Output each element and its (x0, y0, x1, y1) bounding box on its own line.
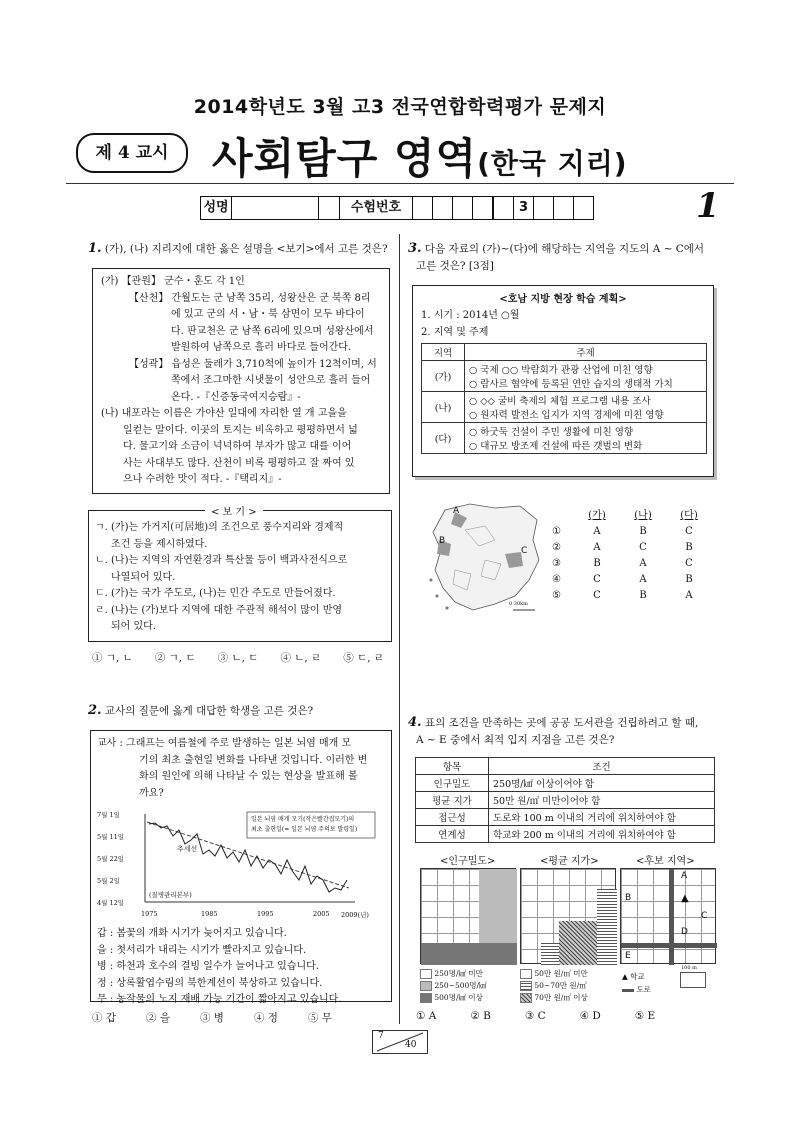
q4-item: 인구밀도 (416, 775, 489, 792)
subject-title (212, 126, 628, 186)
exam-number-cell[interactable] (494, 197, 514, 219)
q3-answer-cell: B (639, 590, 647, 601)
name-field[interactable] (232, 197, 319, 219)
subject-main: 사회탐구 영역 (212, 134, 478, 183)
q2-x-label: 2005 (313, 910, 330, 918)
q3-answer-cell: C (639, 542, 647, 553)
q4-number: 4. (408, 715, 422, 730)
q3-text: 다음 자료의 (가)~(다)에 해당하는 지역을 지도의 A ~ C에서 (424, 243, 705, 255)
q4-candidate-map (620, 868, 716, 964)
q2-x-axis (97, 910, 385, 920)
q1-choice[interactable]: ⑤ ㄷ, ㄹ (343, 652, 385, 664)
q3-map-label-a: A (453, 506, 460, 516)
legend-label: 70만 원/㎡ 이상 (534, 993, 588, 1002)
candidate-d[interactable]: D (681, 927, 688, 937)
q3-plan-title: <호남 지방 현장 학습 계획> (499, 294, 627, 305)
q2-choice[interactable]: ⑤ 무 (307, 1012, 332, 1024)
legend-swatch (520, 993, 532, 1003)
q4-question (408, 714, 728, 749)
q1-text: (가), (나) 지리지에 대한 옳은 설명을 <보기>에서 고른 것은? (104, 243, 388, 255)
q1-bogi-item: ㄴ. (나)는 지역의 자연환경과 특산물 등이 백과사전식으로 (95, 555, 348, 566)
q1-choice[interactable]: ③ ㄴ, ㄷ (217, 652, 259, 664)
q2-teacher-line: 교사 : 그래프는 여름철에 주로 발생하는 일본 뇌염 매개 모 (97, 738, 352, 749)
q3-map-label-b: B (439, 536, 446, 546)
road-swatch (622, 989, 634, 992)
q3-answer-header: (가) (588, 510, 606, 521)
q1-source-line: 다. 판교천은 군 남쪽 6리에 있으며 성왕산에서 (171, 325, 374, 337)
q2-y-label: 5월 11일 (97, 833, 125, 841)
q3-topic: ○ 람사르 협약에 등록된 연안 습지의 생태적 가치 (469, 379, 673, 390)
q2-answer: 병 : 하천과 호수의 결빙 일수가 늘어나고 있습니다. (97, 961, 319, 972)
q4-map-title: <평균 지가> (540, 856, 599, 867)
q3-map-scale: 0 30km (509, 601, 528, 607)
q2-answer: 갑 : 봄꽃의 개화 시기가 늦어지고 있습니다. (97, 928, 287, 939)
q3-region: (나) (422, 392, 465, 423)
q3-region: (다) (422, 423, 465, 454)
price-high-zone (559, 921, 597, 965)
id-gap (319, 197, 340, 219)
q3-answer-cell: C (685, 526, 693, 537)
q2-x-label: 1985 (201, 910, 218, 918)
q4-item: 연계성 (416, 826, 489, 843)
legend-swatch (420, 981, 432, 991)
session-badge: 제 4 교시 (76, 133, 188, 173)
q1-bogi-title: < 보 기 > (205, 503, 263, 518)
legend-label: 250명/㎢ 미만 (434, 969, 483, 978)
school-icon: ▲ (681, 893, 689, 904)
q1-source-line: 다. 물고기와 소금이 넉넉하여 부자가 많고 대를 이어 (123, 441, 352, 452)
q1-number: 1. (88, 241, 102, 256)
q1-source-line: 으나 수려한 맛이 적다. -『택리지』- (123, 474, 282, 485)
candidate-a[interactable]: A (681, 871, 688, 881)
q2-teacher-line: 기의 최초 출현일 변화를 나타낸 것입니다. 이러한 변 (139, 754, 368, 766)
legend-label: 50~70만 원/㎡ (534, 981, 587, 990)
q2-box (90, 730, 392, 1005)
q3-map-svg (425, 500, 547, 616)
candidate-c[interactable]: C (701, 911, 708, 921)
q4-choice[interactable]: ① A (416, 1010, 437, 1022)
page-number: 1 (696, 186, 720, 226)
q4-map-legend (622, 970, 651, 996)
q3-answer-cell: B (685, 574, 693, 585)
density-mid-zone (479, 869, 517, 943)
q3-answer-num: ② (552, 542, 561, 553)
q4-density-legend (420, 968, 487, 1004)
q3-answer-cell: A (593, 542, 601, 553)
legend-swatch (420, 993, 432, 1003)
q2-y-label: 5월 22일 (97, 855, 125, 863)
q1-choice[interactable]: ② ㄱ, ㄷ (154, 652, 196, 664)
q1-source-line: 【성곽】 읍성은 둘레가 3,710척에 높이가 12척이며, 서 (129, 358, 377, 370)
q3-answer-cell: B (593, 558, 601, 569)
q4-condition: 50만 원/㎡ 미만이어야 함 (489, 792, 715, 809)
q2-y-label: 5월 2일 (97, 877, 120, 885)
q4-text-2: A ~ E 중에서 최적 입지 지점을 고른 것은? (416, 734, 615, 746)
q4-choice[interactable]: ⑤ E (634, 1010, 656, 1022)
exam-number-cell[interactable] (534, 197, 554, 219)
q3-answer-row[interactable] (552, 572, 712, 588)
q3-answer-cell: A (593, 526, 601, 537)
q4-choice[interactable]: ② B (470, 1010, 491, 1022)
q1-source-line: 사는 사대부도 많다. 산천이 비록 평평하고 잘 짜여 있 (123, 457, 355, 469)
q1-choice[interactable]: ① ㄱ, ㄴ (92, 652, 133, 664)
q2-choice[interactable]: ④ 정 (253, 1012, 278, 1024)
q3-topic: ○ ◇◇ 굴비 축제의 체험 프로그램 내용 조사 (469, 396, 651, 407)
exam-title: 2014학년도 3월 고3 전국연합학력평가 문제지 (193, 96, 607, 118)
road (621, 943, 717, 948)
q4-th: 항목 (416, 758, 489, 775)
q2-teacher-line: 까요? (139, 787, 164, 799)
q1-source-line: 온다. -『신증동국여지승람』- (171, 391, 301, 403)
q3-answer-num: ① (552, 526, 561, 537)
q4-map-title: <인구밀도> (440, 856, 496, 867)
q3-topic: ○ 대규모 방조제 건설에 따른 갯벌의 변화 (469, 441, 643, 452)
exam-number-cell[interactable] (413, 197, 433, 219)
q2-chart (97, 810, 387, 910)
q1-source-box (92, 268, 390, 494)
school-icon: ▲ (622, 972, 628, 981)
q3-answer-num: ⑤ (552, 590, 561, 601)
q1-bogi-item: ㄹ. (나)는 (가)보다 지역에 대한 주관적 해석이 많이 반영 (95, 604, 343, 616)
q1-bogi-item: ㄱ. (가)는 가거지(可居地)의 조건으로 풍수지리와 경제적 (95, 522, 344, 533)
q3-topic: ○ 원자력 발전소 입지가 지역 경제에 미친 영향 (469, 410, 664, 421)
legend-label: 도로 (636, 985, 651, 994)
q4-item: 평균 지가 (416, 792, 489, 809)
q2-answer: 무 : 농작물의 노지 재배 가능 기간이 짧아지고 있습니다. (97, 994, 342, 1005)
q4-density-map (420, 868, 516, 964)
q2-x-label: 1975 (141, 910, 158, 918)
q4-choices (416, 1010, 677, 1022)
legend-swatch (520, 981, 532, 991)
q1-source-line: 발원하여 남쪽으로 흘러 바다로 들어간다. (171, 342, 352, 353)
id-bar (200, 196, 594, 220)
q1-bogi-item: 나열되어 있다. (111, 571, 176, 583)
exam-number-cell[interactable] (453, 197, 473, 219)
legend-label: 50만 원/㎡ 미만 (534, 969, 588, 978)
q2-choice[interactable]: ③ 병 (199, 1012, 224, 1024)
q3-answers (552, 508, 712, 604)
exam-number-cell[interactable] (473, 197, 494, 219)
q2-text: 교사의 질문에 옳게 대답한 학생을 고른 것은? (104, 705, 314, 717)
candidate-b[interactable]: B (625, 893, 632, 903)
q3-answer-cell: C (593, 590, 601, 601)
q1-source-line: 【산천】 간월도는 군 남쪽 35리, 성왕산은 군 북쪽 8리 (129, 292, 371, 304)
road (669, 869, 674, 965)
q2-teacher-line: 화의 원인에 의해 나타날 수 있는 현상을 발표해 볼 (139, 771, 358, 782)
q3-th: 주제 (465, 344, 707, 361)
q4-map-title: <후보 지역> (636, 856, 695, 867)
q2-source-label: (질병관리본부) (149, 891, 192, 899)
q2-chart-legend: 일본 뇌염 매개 모기(작은빨간집모기)의 (251, 816, 355, 823)
q4-condition: 도로와 100 m 이내의 거리에 위치하여야 함 (489, 809, 715, 826)
q3-answer-cell: A (639, 574, 647, 585)
q2-choice[interactable]: ① 갑 (92, 1012, 116, 1024)
q1-source-line: (가) 【관원】 군수・훈도 각 1인 (101, 276, 245, 287)
q1-source-line: 에 있고 군의 서・남・북 삼면이 모두 바다이 (171, 309, 365, 320)
q3-answer-cell: A (639, 558, 647, 569)
q2-choice[interactable]: ② 을 (145, 1012, 170, 1024)
q2-y-label: 4월 12일 (97, 899, 125, 907)
q1-choice[interactable]: ④ ㄴ, ㄹ (280, 652, 322, 664)
q4-choice[interactable]: ③ C (524, 1010, 546, 1022)
q2-chart-legend: 최초 출현일(= 일본 뇌염 주의보 발령일) (251, 826, 358, 833)
exam-number-cell[interactable] (433, 197, 453, 219)
q3-answer-row[interactable] (552, 556, 712, 572)
q1-bogi-item: ㄷ. (가)는 국가 주도로, (나)는 민간 주도로 만들어졌다. (95, 588, 336, 599)
header-rule (66, 183, 734, 184)
q1-bogi-item: 조건 등을 제시하였다. (111, 538, 208, 550)
q3-answer-cell: C (593, 574, 601, 585)
price-mid-zone (541, 943, 559, 965)
q1-bogi-box (88, 510, 392, 642)
q3-map (425, 500, 547, 616)
q1-choices (92, 650, 406, 665)
q3-answer-header: (다) (680, 510, 698, 521)
column-divider (399, 234, 400, 1024)
q3-answer-cell: B (639, 526, 647, 537)
q3-th: 지역 (422, 344, 465, 361)
q2-choices (92, 1010, 354, 1025)
q3-map-label-c: C (521, 546, 528, 556)
subject-sub: (한국 지리) (477, 147, 628, 180)
q3-answer-row[interactable] (552, 588, 712, 604)
q3-region: (가) (422, 361, 465, 392)
footer-page: 7 (378, 1031, 384, 1041)
q3-answer-cell: C (685, 558, 693, 569)
q3-topic: ○ 하굿둑 건설이 주민 생활에 미친 영향 (469, 427, 634, 438)
q2-answer: 정 : 상록활엽수림의 북한계선이 북상하고 있습니다. (97, 977, 323, 989)
q1-bogi-item: 되어 있다. (111, 621, 156, 632)
q4-price-map (520, 868, 616, 964)
q3-number: 3. (408, 241, 422, 256)
q3-table (421, 343, 707, 454)
exam-number-cell[interactable] (554, 197, 574, 219)
legend-swatch (420, 969, 432, 979)
legend-label: 500명/㎢ 이상 (434, 993, 483, 1002)
q2-x-label: 1995 (257, 910, 274, 918)
q1-source-line: 일컫는 말이다. 이곳의 토지는 비옥하고 평평하면서 넓 (123, 424, 358, 436)
q3-topic: ○ 국제 ○○ 박람회가 관광 산업에 미친 영향 (469, 365, 653, 376)
q2-y-label: 7월 1일 (97, 811, 120, 819)
q3-plan-item: 2. 지역 및 주제 (421, 326, 489, 338)
page-footer (372, 1030, 428, 1054)
q4-table (415, 757, 715, 843)
density-high-zone (421, 943, 517, 965)
q3-question (408, 240, 728, 275)
q3-plan-box (412, 285, 714, 477)
footer-total: 40 (405, 1040, 417, 1050)
q1-source-line: 쪽에서 조그마한 시냇물이 성안으로 흘러 들어 (171, 375, 371, 386)
candidate-e[interactable]: E (625, 951, 631, 961)
q2-number: 2. (88, 703, 102, 718)
q4-scale-box (680, 965, 706, 988)
q3-answer-row[interactable] (552, 524, 712, 540)
name-label: 성명 (201, 197, 232, 219)
q3-answer-num: ④ (552, 574, 561, 585)
q2-answer: 을 : 첫서리가 내리는 시기가 빨라지고 있습니다. (97, 944, 307, 956)
q3-answer-num: ③ (552, 558, 561, 569)
q4-condition: 250명/㎢ 이상이어야 함 (489, 775, 715, 792)
q3-answer-header: (나) (634, 510, 652, 521)
q3-answer-row[interactable] (552, 540, 712, 556)
q3-text-2: 고른 것은? [3점] (416, 260, 494, 272)
legend-label: 학교 (630, 972, 645, 981)
q4-condition: 학교와 200 m 이내의 거리에 위치하여야 함 (489, 826, 715, 843)
q4-price-legend (520, 968, 588, 1004)
q4-text: 표의 조건을 만족하는 곳에 공공 도서관을 건립하려고 할 때, (424, 717, 699, 729)
q2-trend-label: 추세선 (177, 845, 198, 853)
q3-answer-cell: A (685, 590, 693, 601)
legend-swatch (520, 969, 532, 979)
q4-scale: 100 m (681, 965, 697, 971)
price-mid-zone (597, 889, 617, 965)
exam-number-label: 수험번호 (340, 197, 413, 219)
exam-number-cell: 3 (514, 197, 534, 219)
legend-label: 250~500명/㎢ (434, 981, 487, 990)
q4-th: 조건 (489, 758, 715, 775)
q3-answer-cell: B (685, 542, 693, 553)
exam-number-cell[interactable] (574, 197, 593, 219)
q1-question (88, 240, 393, 258)
q2-question (88, 702, 393, 720)
q4-choice[interactable]: ④ D (579, 1010, 601, 1022)
q3-plan-item: 1. 시기 : 2014년 ○월 (421, 310, 520, 321)
q1-source-line: (나) 내포라는 이름은 가야산 일대에 자리한 열 개 고을을 (101, 408, 347, 419)
q2-x-label: 2009(년) (341, 911, 369, 919)
q4-item: 접근성 (416, 809, 489, 826)
